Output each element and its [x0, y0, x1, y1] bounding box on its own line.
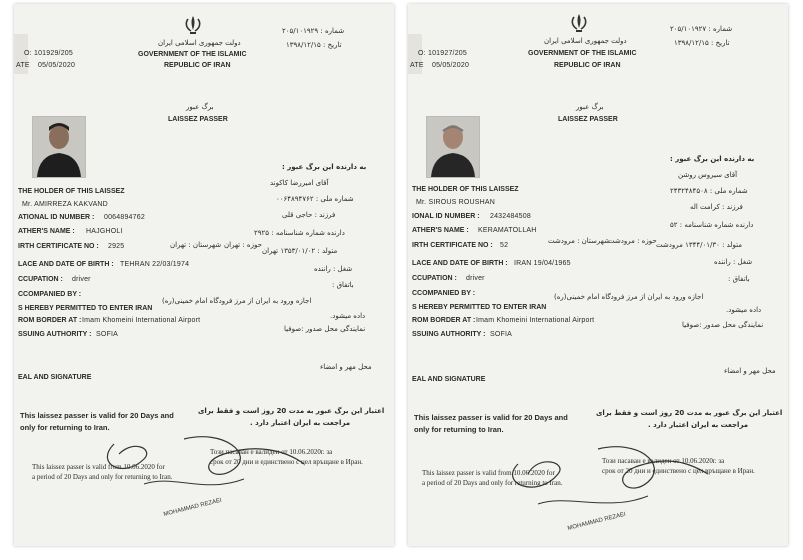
typed-en-2: a period of 20 Days and only for returning to Iran. [32, 473, 173, 481]
typed-en-1: This laissez passer is valid from 10.06.2020 for [422, 469, 555, 477]
doc-date-label: ATE [16, 62, 30, 69]
birthcert-fa: دارنده شماره شناسنامه : ۵۲ [670, 221, 754, 229]
region-fa: حوزه : مرودشت [608, 237, 657, 245]
holder-fa: به دارنده این برگ عبور : [670, 155, 755, 163]
occupation-fa: شغل : راننده [314, 265, 353, 273]
doc-date: 05/05/2020 [432, 62, 470, 69]
birthcert-fa: دارنده شماره شناسنامه : ۲۹۲۵ [254, 229, 345, 237]
holder-fa: به دارنده این برگ عبور : [282, 163, 367, 171]
iran-emblem-icon [568, 12, 590, 34]
accompanied-fa: باتفاق : [728, 275, 750, 283]
typed-bg-1: Този пасаван е валиден от 10.06.2020г. за [210, 448, 333, 456]
validity-fa-2: مراجعت به ایران اعتبار دارد . [250, 419, 351, 427]
issuer-fa: نمایندگی محل صدور :صوفیا [682, 321, 764, 329]
issuer-label: SSUING AUTHORITY : [18, 331, 92, 338]
accompanied-label: CCOMPANIED BY : [412, 290, 476, 297]
father-label: ATHER'S NAME : [412, 227, 469, 234]
father-fa: فرزند : حاجی قلی [282, 211, 336, 219]
name-en: Mr. AMIRREZA KAKVAND [22, 201, 108, 208]
title-en: LAISSEZ PASSER [558, 116, 618, 123]
issuer-fa: نمایندگی محل صدور :صوفیا [284, 325, 366, 333]
birthcert-label: IRTH CERTIFICATE NO : [412, 242, 493, 249]
birthcert-label: IRTH CERTIFICATE NO : [18, 243, 99, 250]
holder-label: THE HOLDER OF THIS LAISSEZ [18, 188, 125, 195]
occupation-fa: شغل : راننده [714, 258, 753, 266]
fa-date: تاریخ : ۱۳۹۸/۱۲/۱۵ [286, 41, 342, 49]
city-fa: شهرستان : مرودشت [548, 237, 610, 245]
place-value: IRAN 19/04/1965 [514, 260, 571, 267]
doc-number: 101929/205 [34, 50, 73, 57]
border-fa: داده میشود. [726, 306, 762, 314]
id-fa: شماره ملی : ۲۴۳۲۴۸۴۵۰۸ [670, 187, 748, 195]
doc-date-label: ATE [410, 62, 424, 69]
border-label: ROM BORDER AT : [412, 317, 476, 324]
validity-fa-1: اعتبار این برگ عبور به مدت 20 روز است و فقط برای [596, 409, 783, 417]
typed-en-2: a period of 20 Days and only for returning to Iran. [422, 479, 563, 487]
border-label: ROM BORDER AT : [18, 317, 82, 324]
border-fa: داده میشود. [330, 312, 366, 320]
title-fa: برگ عبور [576, 103, 604, 111]
stamp-text: MOHAMMAD REZAEI [163, 497, 223, 518]
state-name-en-1: GOVERNMENT OF THE ISLAMIC [528, 50, 637, 57]
validity-en-1: This laissez passer is valid for 20 Days and [414, 413, 568, 422]
issuer-value: SOFIA [96, 331, 119, 338]
validity-en-2: only for returning to Iran. [20, 423, 110, 432]
fa-number: شماره : ۲۰۵/۱۰۱۹۲۹ [282, 27, 345, 35]
id-value: 0064894762 [104, 214, 145, 221]
place-label: LACE AND DATE OF BIRTH : [18, 261, 114, 268]
doc-date: 05/05/2020 [38, 62, 76, 69]
typed-bg-2: срок от 20 дни и единствено с цел връщане в Иран. [602, 467, 755, 475]
occupation-label: CCUPATION : [412, 275, 457, 282]
region-fa: حوزه : تهران [224, 241, 262, 249]
father-value: KERAMATOLLAH [478, 227, 537, 234]
validity-en-1: This laissez passer is valid for 20 Days and [20, 411, 174, 420]
occupation-label: CCUPATION : [18, 276, 63, 283]
father-value: HAJGHOLI [86, 228, 123, 235]
doc-number: 101927/205 [428, 50, 467, 57]
state-name-en-2: REPUBLIC OF IRAN [164, 62, 231, 69]
permitted-en: S HEREBY PERMITTED TO ENTER IRAN [18, 305, 153, 312]
doc-number-label: O: [24, 50, 32, 57]
permitted-fa: اجازه ورود به ایران از مرز فرودگاه امام خمینی(ره) [554, 293, 704, 301]
id-label: IONAL ID NUMBER : [412, 213, 480, 220]
seal-fa: محل مهر و امضاء [320, 363, 372, 371]
title-fa: برگ عبور [186, 103, 214, 111]
name-en: Mr. SIROUS ROUSHAN [416, 199, 496, 206]
state-name-en-1: GOVERNMENT OF THE ISLAMIC [138, 51, 247, 58]
father-label: ATHER'S NAME : [18, 228, 75, 235]
typed-bg-1: Този пасаван е валиден от 10.06.2020г. за [602, 457, 725, 465]
place-value: TEHRAN 22/03/1974 [120, 261, 190, 268]
border-value: Imam Khomeini International Airport [82, 317, 201, 324]
doc-number-label: O: [418, 50, 426, 57]
city-fa: شهرستان : تهران [170, 241, 222, 249]
laissez-passer-right [408, 4, 788, 546]
birthcert-value: 52 [500, 242, 509, 249]
name-fa: آقای امیررضا کاکوند [270, 179, 329, 187]
state-name-fa: دولت جمهوری اسلامی ایران [544, 37, 627, 45]
permitted-en: S HEREBY PERMITTED TO ENTER IRAN [412, 304, 547, 311]
place-fa: متولد : ۱۳۴۴/۰۱/۳۰ مرودشت [656, 241, 742, 249]
seal-fa: محل مهر و امضاء [724, 367, 776, 375]
laissez-passer-left [14, 4, 394, 546]
fa-number: شماره : ۲۰۵/۱۰۱۹۲۷ [670, 25, 733, 33]
birthcert-value: 2925 [108, 243, 125, 250]
father-fa: فرزند : کرامت اله [690, 203, 743, 211]
seal-en: EAL AND SIGNATURE [412, 376, 486, 383]
state-name-en-2: REPUBLIC OF IRAN [554, 62, 621, 69]
issuer-value: SOFIA [490, 331, 513, 338]
state-name-fa: دولت جمهوری اسلامی ایران [158, 39, 241, 47]
name-fa: آقای سیروس روشن [678, 171, 738, 179]
id-label: ATIONAL ID NUMBER : [18, 214, 95, 221]
validity-en-2: only for returning to Iran. [414, 425, 504, 434]
issuer-label: SSUING AUTHORITY : [412, 331, 486, 338]
accompanied-fa: باتفاق : [332, 281, 354, 289]
permitted-fa: اجازه ورود به ایران از مرز فرودگاه امام خمینی(ره) [162, 297, 312, 305]
place-label: LACE AND DATE OF BIRTH : [412, 260, 508, 267]
validity-fa-1: اعتبار این برگ عبور به مدت 20 روز است و فقط برای [198, 407, 385, 415]
border-value: Imam Khomeini International Airport [476, 317, 595, 324]
holder-photo [32, 116, 86, 178]
holder-photo [426, 116, 480, 178]
occupation-value: driver [466, 275, 485, 282]
accompanied-label: CCOMPANIED BY : [18, 291, 82, 298]
place-fa: متولد : ۱۳۵۳/۰۱/۰۲ تهران [262, 247, 338, 255]
iran-emblem-icon [182, 14, 204, 36]
holder-label: THE HOLDER OF THIS LAISSEZ [412, 186, 519, 193]
title-en: LAISSEZ PASSER [168, 116, 228, 123]
stamp-text: MOHAMMAD REZAEI [567, 511, 627, 532]
typed-en-1: This laissez passer is valid from 10.06.2020 for [32, 463, 165, 471]
occupation-value: driver [72, 276, 91, 283]
id-value: 2432484508 [490, 213, 531, 220]
typed-bg-2: срок от 20 дни и единствено с цел връщане в Иран. [210, 458, 363, 466]
id-fa: شماره ملی : ۰۰۶۴۸۹۴۷۶۲ [276, 195, 354, 203]
seal-en: EAL AND SIGNATURE [18, 374, 92, 381]
validity-fa-2: مراجعت به ایران اعتبار دارد . [648, 421, 749, 429]
fa-date: تاریخ : ۱۳۹۸/۱۲/۱۵ [674, 39, 730, 47]
